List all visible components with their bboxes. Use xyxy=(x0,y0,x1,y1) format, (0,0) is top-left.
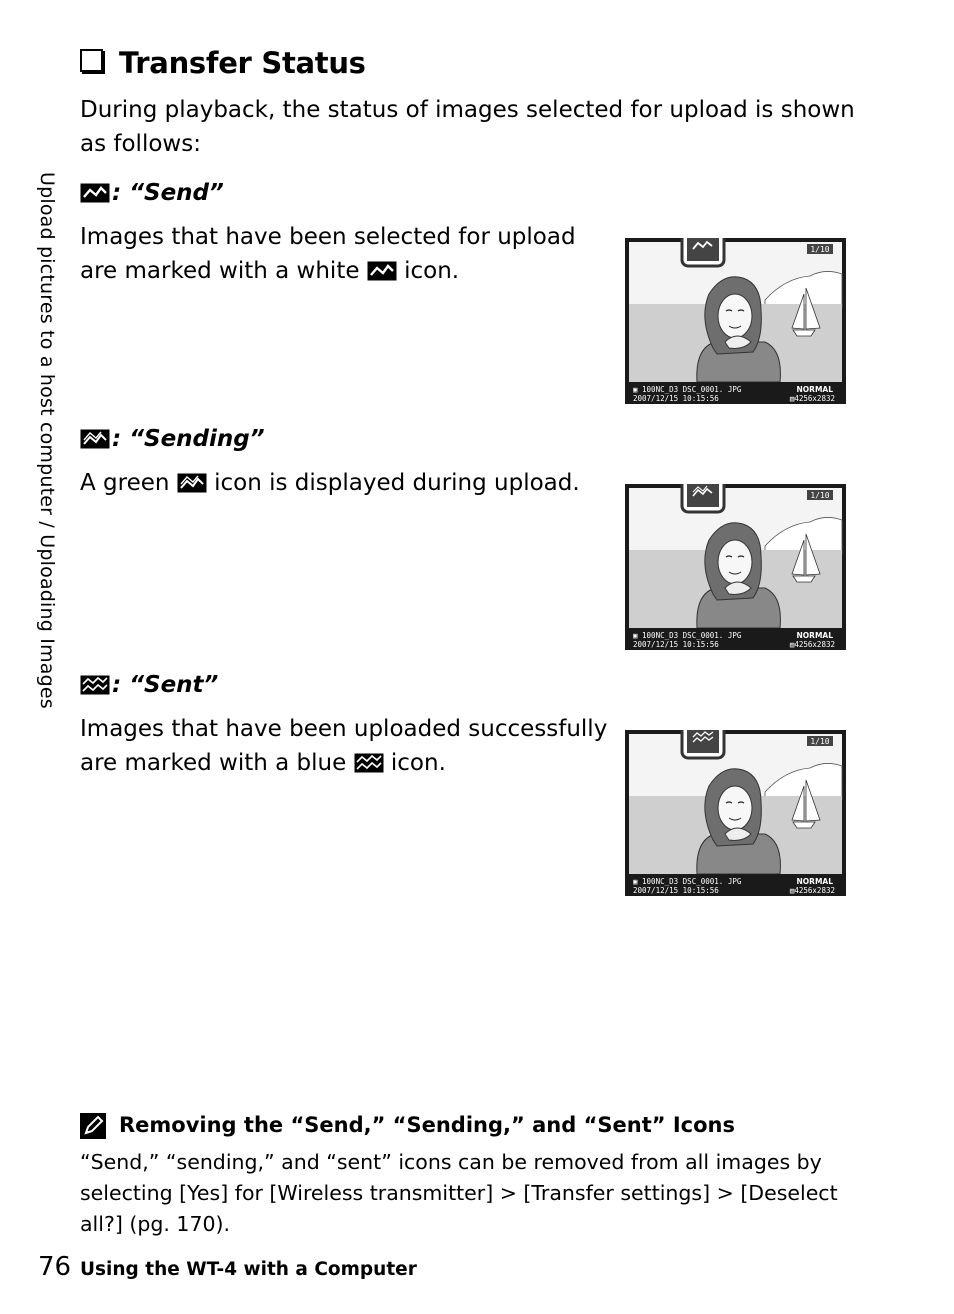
playback-screen-sending xyxy=(625,484,846,650)
sent-icon xyxy=(354,753,384,773)
frame-count: 1/10 xyxy=(810,737,830,746)
note-pencil-icon xyxy=(80,1113,106,1139)
photo-face xyxy=(718,540,752,584)
file-info-line1: ▣ 100NC_D3 DSC_0001. JPG xyxy=(633,631,742,640)
send-icon xyxy=(80,183,110,203)
file-info-line1: ▣ 100NC_D3 DSC_0001. JPG xyxy=(633,385,742,394)
section-title-text: Transfer Status xyxy=(119,46,366,80)
sent-heading xyxy=(80,672,218,698)
image-size: ▤4256x2832 xyxy=(789,886,835,895)
sending-description: A green icon is displayed during upload. xyxy=(80,470,580,496)
photo-boat xyxy=(793,576,815,582)
intro-text: During playback, the status of images selected for upload is shown as follows: xyxy=(80,97,855,157)
file-info-line2: 2007/12/15 10:15:56 xyxy=(633,640,719,649)
note-body: “Send,” “sending,” and “sent” icons can be removed from all images by selecting [Yes] for [Wireless transmitter] > [Transfer settings] > [Deselect all?] (pg. 170). xyxy=(80,1150,838,1236)
note-title: Removing the “Send,” “Sending,” and “Sent” Icons xyxy=(119,1113,735,1137)
section-title xyxy=(80,46,366,80)
sent-icon xyxy=(80,675,110,695)
photo-face xyxy=(718,294,752,338)
upload-status-icon xyxy=(687,484,719,507)
send-heading-label: : “Send” xyxy=(112,180,224,206)
send-description: Images that have been selected for upload are marked with a white icon. xyxy=(80,224,576,284)
file-info-line1: ▣ 100NC_D3 DSC_0001. JPG xyxy=(633,877,742,886)
photo-boat xyxy=(793,822,815,828)
send-icon xyxy=(367,261,397,281)
playback-screen-send xyxy=(625,238,846,404)
upload-status-icon xyxy=(687,238,719,261)
file-info-line2: 2007/12/15 10:15:56 xyxy=(633,394,719,403)
sent-description: Images that have been uploaded successfully are marked with a blue icon. xyxy=(80,716,608,776)
sent-heading-label: : “Sent” xyxy=(112,672,219,698)
quality-label: NORMAL xyxy=(796,877,833,886)
sending-heading-label: : “Sending” xyxy=(112,426,265,452)
quality-label: NORMAL xyxy=(796,631,833,640)
side-tab-text: Upload pictures to a host computer / Uploading Images xyxy=(36,172,58,709)
photo-face xyxy=(718,786,752,830)
send-heading xyxy=(80,180,224,206)
sending-icon xyxy=(80,429,110,449)
side-tab xyxy=(28,172,58,732)
sending-heading xyxy=(80,426,265,452)
checkbox-bullet-icon xyxy=(80,49,103,72)
image-size: ▤4256x2832 xyxy=(789,640,835,649)
photo-boat xyxy=(793,330,815,336)
file-info-line2: 2007/12/15 10:15:56 xyxy=(633,886,719,895)
page-number: 76 xyxy=(38,1252,72,1282)
footer-chapter: Using the WT-4 with a Computer xyxy=(80,1259,417,1280)
image-size: ▤4256x2832 xyxy=(789,394,835,403)
frame-count: 1/10 xyxy=(810,491,830,500)
frame-count: 1/10 xyxy=(810,245,830,254)
playback-screen-sent xyxy=(625,730,846,896)
sending-icon xyxy=(177,473,207,493)
quality-label: NORMAL xyxy=(796,385,833,394)
